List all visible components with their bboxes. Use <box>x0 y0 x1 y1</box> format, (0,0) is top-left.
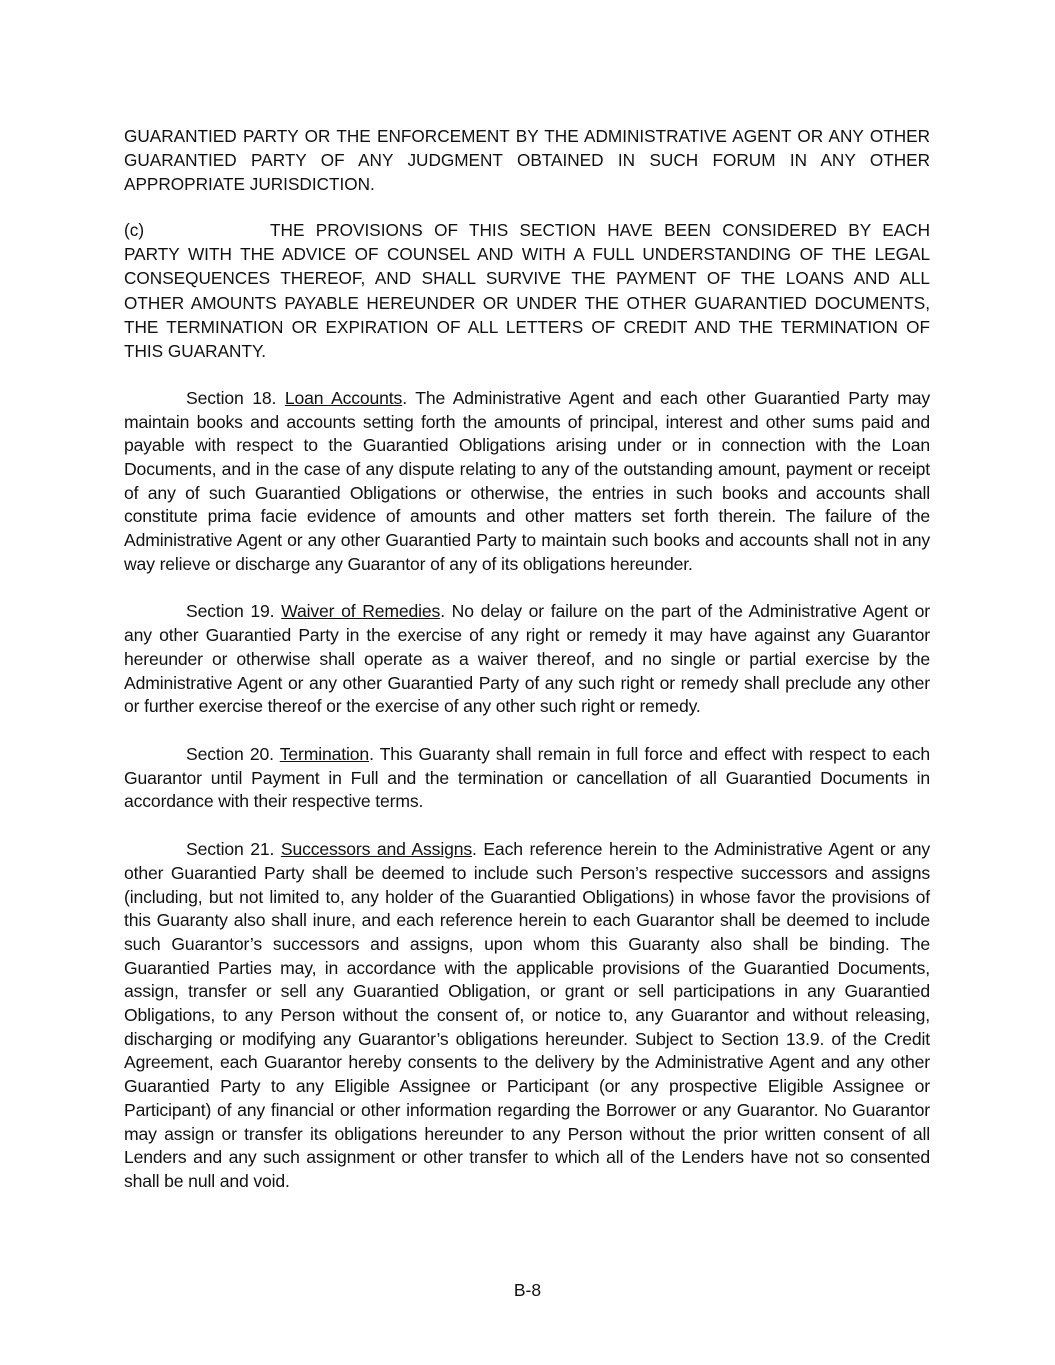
section-18 <box>124 387 930 577</box>
intro-paragraph: GUARANTIED PARTY OR THE ENFORCEMENT BY THE ADMINISTRATIVE AGENT OR ANY OTHER GUARANTIED PARTY OF ANY JUDGMENT OBTAINED IN SUCH FORUM IN ANY OTHER APPROPRIATE JURISDICTION. <box>124 126 930 195</box>
section-21 <box>124 838 930 1194</box>
section-title: Successors and Assigns <box>280 839 472 860</box>
paragraph-c-text: THE PROVISIONS OF THIS SECTION HAVE BEEN CONSIDERED BY EACH PARTY WITH THE ADVICE OF COUNSEL AND WITH A FULL UNDERSTANDING OF THE LEGAL CONSEQUENCES THEREOF, AND SHALL SURVIVE THE PAYMENT OF THE LOANS AND ALL OTHER AMOUNTS PAYABLE HEREUNDER OR UNDER THE OTHER GUARANTIED DOCUMENTS, THE TERMINATION OR EXPIRATION OF ALL LETTERS OF CREDIT AND THE TERMINATION OF THIS GUARANTY. <box>124 220 930 361</box>
section-20 <box>124 743 930 814</box>
section-title: Waiver of Remedies <box>281 601 441 622</box>
document-page <box>124 124 930 1194</box>
section-19 <box>124 600 930 719</box>
section-text: . The Administrative Agent and each other Guarantied Party may maintain books and accounts setting forth the amounts of principal, interest and other sums paid and payable with respect to the Guarantied Obligations arising under or in connection with the Loan Documents, and in the case of any dispute relating to any of the outstanding amount, payment or receipt of any of such Guarantied Obligations or otherwise, the entries in such books and accounts shall constitute prima facie evidence of amounts and other matters set forth therein. The failure of the Administrative Agent or any other Guarantied Party to maintain such books and accounts shall not in any way relieve or discharge any Guarantor of any of its obligations hereunder. <box>124 387 930 574</box>
section-number: Section 21. <box>186 839 275 860</box>
section-text: . No delay or failure on the part of the Administrative Agent or any other Guarantied Party in the exercise of any right or remedy it may have against any Guarantor hereunder or otherwise shall operate as a waiver thereof, and no single or partial exercise by the Administrative Agent or any other Guarantied Party of any such right or remedy shall preclude any other or further exercise thereof or the exercise of any other such right or remedy. <box>124 601 930 717</box>
section-title: Loan Accounts <box>284 387 403 408</box>
section-text: . This Guaranty shall remain in full force and effect with respect to each Guarantor until Payment in Full and the termination or cancellation of all Guarantied Documents in accordance with their respective terms. <box>124 743 930 812</box>
section-text: . Each reference herein to the Administrative Agent or any other Guarantied Party shall be deemed to include such Person’s respective successors and assigns (including, but not limited to, any holder of the Guarantied Obligations) in whose favor the provisions of this Guaranty also shall inure, and each reference herein to each Guarantor shall be deemed to include such Guarantor’s successors and assigns, upon whom this Guaranty also shall be binding. The Guarantied Parties may, in accordance with the applicable provisions of the Guarantied Documents, assign, transfer or sell any Guarantied Obligation, or grant or sell participations in any Guarantied Obligations, to any Person without the consent of, or notice to, any Guarantor and without releasing, discharging or modifying any Guarantor’s obligations hereunder. Subject to Section 13.9. of the Credit Agreement, each Guarantor hereby consents to the delivery by the Administrative Agent and any other Guarantied Party to any Eligible Assignee or Participant (or any prospective Eligible Assignee or Participant) of any financial or other information regarding the Borrower or any Guarantor. No Guarantor may assign or transfer its obligations hereunder to any Person without the prior written consent of all Lenders and any such assignment or other transfer to which all of the Lenders have not so consented shall be null and void. <box>124 839 930 1191</box>
paragraph-c <box>124 218 930 363</box>
section-number: Section 20. <box>186 743 274 764</box>
section-number: Section 19. <box>186 601 275 622</box>
paragraph-c-label: (c) <box>124 220 145 241</box>
section-number: Section 18. <box>186 387 277 408</box>
section-title: Termination <box>279 743 370 764</box>
page-number: B-8 <box>513 1280 542 1300</box>
